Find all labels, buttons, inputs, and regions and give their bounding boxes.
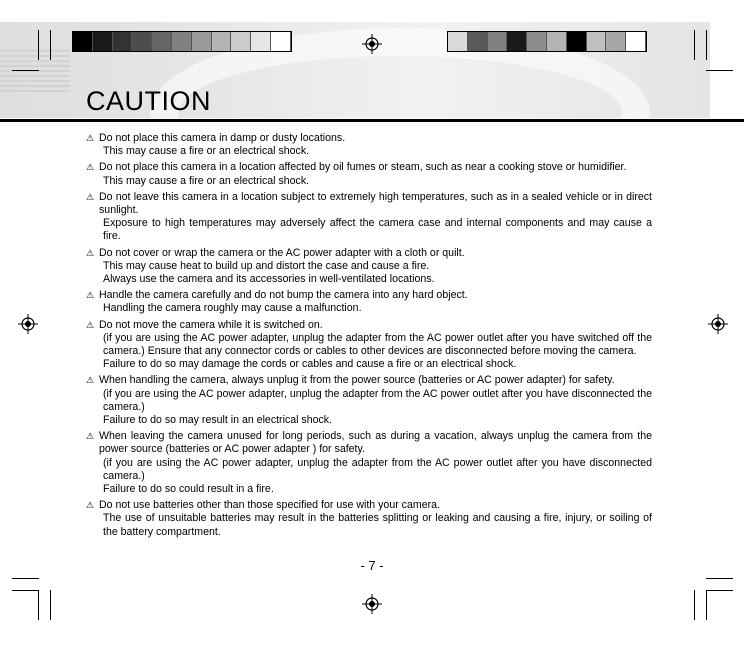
caution-lead: Do not move the camera while it is switched on.	[99, 318, 323, 331]
color-swatch	[93, 32, 113, 51]
color-swatch	[212, 32, 232, 51]
caution-item	[86, 247, 652, 287]
caution-item	[86, 191, 652, 244]
caution-lead: Do not use batteries other than those specified for use with your camera.	[99, 499, 440, 512]
caution-list	[86, 132, 652, 542]
crop-mark	[706, 590, 733, 591]
caution-detail: (if you are using the AC power adapter, unplug the adapter from the AC power outlet after you have switched off the camera.) Ensure that any connector cords or cables to other devices are disconnected before moving the camera.	[103, 331, 652, 358]
caution-detail: (if you are using the AC power adapter, unplug the adapter from the AC power outlet after you have disconnected camera.)	[103, 456, 652, 482]
warning-icon: ⚠	[86, 431, 95, 442]
crop-mark	[694, 30, 695, 60]
caution-detail: This may cause a fire or an electrical shock.	[103, 174, 310, 187]
caution-lead: Do not leave this camera in a location subject to extremely high temperatures, such as in a sealed vehicle or in direct sunlight.	[99, 190, 652, 217]
color-swatch	[527, 32, 547, 51]
color-swatch	[73, 32, 93, 51]
warning-icon: ⚠	[86, 290, 95, 301]
caution-item	[86, 161, 652, 187]
warning-icon: ⚠	[86, 319, 95, 330]
crop-mark	[12, 70, 39, 71]
crop-mark	[706, 590, 707, 620]
color-swatch	[567, 32, 587, 51]
caution-detail: Failure to do so could result in a fire.	[103, 483, 274, 496]
caution-item	[86, 499, 652, 539]
color-bar-left	[72, 31, 292, 52]
caution-detail: Failure to do so may result in an electrical shock.	[103, 414, 333, 427]
header-rule	[0, 119, 744, 122]
color-swatch	[132, 32, 152, 51]
caution-detail: Handling the camera roughly may cause a malfunction.	[103, 302, 362, 315]
caution-lead: Do not place this camera in damp or dusty locations.	[99, 132, 346, 144]
caution-item	[86, 289, 652, 315]
color-swatch	[507, 32, 527, 51]
caution-lead: When handling the camera, always unplug it from the power source (batteries or AC power adapter) for safety.	[99, 374, 615, 387]
warning-icon: ⚠	[86, 162, 95, 173]
crop-mark	[12, 590, 39, 591]
caution-lead: Do not cover or wrap the camera or the AC power adapter with a cloth or quilt.	[99, 246, 465, 259]
color-bar-right	[447, 31, 647, 52]
caution-detail: Failure to do so may damage the cords or cables and cause a fire or an electrical shock.	[103, 358, 517, 371]
crop-mark	[38, 590, 39, 620]
color-swatch	[113, 32, 133, 51]
caution-detail: (if you are using the AC power adapter, unplug the adapter from the AC power outlet after you have disconnected the camera.)	[103, 387, 652, 413]
color-swatch	[626, 32, 646, 51]
crop-mark	[50, 590, 51, 620]
color-swatch	[172, 32, 192, 51]
color-swatch	[468, 32, 488, 51]
registration-mark-left	[18, 314, 38, 334]
caution-item	[86, 319, 652, 372]
caution-item	[86, 132, 652, 158]
color-swatch	[448, 32, 468, 51]
caution-detail: The use of unsuitable batteries may result in the batteries splitting or leaking and causing a fire, injury, or soiling of the battery compartment.	[103, 512, 652, 538]
color-swatch	[547, 32, 567, 51]
color-swatch	[271, 32, 291, 51]
page-title: CAUTION	[86, 86, 211, 116]
color-swatch	[587, 32, 607, 51]
crop-mark	[706, 30, 707, 60]
caution-lead: Handle the camera carefully and do not bump the camera into any hard object.	[99, 289, 468, 302]
warning-icon: ⚠	[86, 500, 95, 511]
color-swatch	[152, 32, 172, 51]
page-number: - 7 -	[360, 558, 384, 573]
registration-mark-bottom	[362, 594, 382, 614]
crop-mark	[50, 30, 51, 60]
warning-icon: ⚠	[86, 191, 95, 202]
crop-mark	[694, 590, 695, 620]
crop-mark	[38, 30, 39, 60]
caution-detail: Exposure to high temperatures may adversely affect the camera case and internal components and may cause a fire.	[103, 217, 652, 243]
caution-lead: When leaving the camera unused for long periods, such as during a vacation, always unplug the camera from the power source (batteries or AC power adapter ) for safety.	[99, 430, 652, 456]
warning-icon: ⚠	[86, 247, 95, 258]
color-swatch	[192, 32, 212, 51]
color-swatch	[606, 32, 626, 51]
warning-icon: ⚠	[86, 375, 95, 386]
crop-mark	[12, 578, 39, 579]
caution-detail: This may cause a fire or an electrical shock.	[103, 145, 310, 158]
caution-item	[86, 430, 652, 496]
caution-item	[86, 374, 652, 427]
color-swatch	[251, 32, 271, 51]
caution-detail: Always use the camera and its accessories in well-ventilated locations.	[103, 273, 435, 286]
warning-icon: ⚠	[86, 133, 95, 143]
registration-mark-right	[708, 314, 728, 334]
crop-mark	[706, 578, 733, 579]
color-swatch	[231, 32, 251, 51]
caution-lead: Do not place this camera in a location affected by oil fumes or steam, such as near a cooking stove or humidifier.	[99, 161, 627, 174]
crop-mark	[706, 70, 733, 71]
caution-detail: This may cause heat to build up and distort the case and cause a fire.	[103, 259, 430, 272]
registration-mark-top	[362, 34, 382, 54]
color-swatch	[488, 32, 508, 51]
